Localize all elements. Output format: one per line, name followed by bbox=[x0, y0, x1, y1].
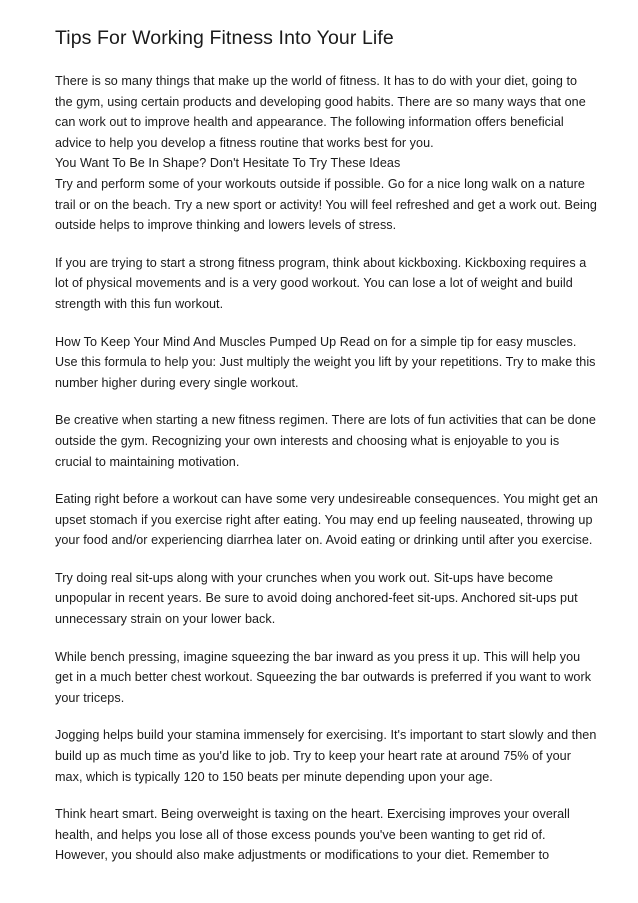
paragraph-jogging: Jogging helps build your stamina immensely for exercising. It's important to start slowly and then build up as much time as you'd like to job. Try to keep your heart rate at around 75% of your max, which is typically 120 to 150 beats per minute depending upon your age. bbox=[55, 728, 597, 784]
paragraph-heart-smart: Think heart smart. Being overweight is taxing on the heart. Exercising improves your overall health, and helps you lose all of those excess pounds you've been wanting to get rid of. However, you should also make adjustments or modifications to your diet. Remember to bbox=[55, 807, 570, 863]
document-title: Tips For Working Fitness Into Your Life bbox=[55, 27, 394, 49]
paragraph-sit-ups: Try doing real sit-ups along with your crunches when you work out. Sit-ups have become unpopular in recent years. Be sure to avoid doing anchored-feet sit-ups. Anchored sit-ups put unnecessary strain on your lower back. bbox=[55, 570, 578, 627]
section-subheading: You Want To Be In Shape? Don't Hesitate To Try These Ideas bbox=[55, 156, 401, 171]
paragraph-eating: Eating right before a workout can have some very undesireable consequences. You might get an upset stomach if you exercise right after eating. You may end up feeling nauseated, throwing up your food and/or experiencing diarrhea later on. Avoid eating or drinking until after you exercise. bbox=[55, 492, 598, 548]
paragraph-creative-regimen: Be creative when starting a new fitness regimen. There are lots of fun activities that can be done outside the gym. Recognizing your own interests and choosing what is enjoyable to you is crucial to maintaining motivation. bbox=[55, 413, 596, 469]
paragraph-muscles: How To Keep Your Mind And Muscles Pumped Up Read on for a simple tip for easy muscles. Use this formula to help you: Just multiply the weight you lift by your repetitions. Try to make this number higher during every single workout. bbox=[55, 334, 596, 390]
intro-paragraph: There is so many things that make up the world of fitness. It has to do with your diet, going to the gym, using certain products and developing good habits. There are so many ways that one can work out to improve health and appearance. The following information offers beneficial advice to help you develop a fitness routine that works best for you. bbox=[55, 74, 586, 150]
paragraph-outdoor-workouts: Try and perform some of your workouts outside if possible. Go for a nice long walk on a nature trail or on the beach. Try a new sport or activity! You will feel refreshed and get a work out. Being outside helps to improve thinking and lowers levels of stress. bbox=[55, 176, 597, 233]
paragraph-kickboxing: If you are trying to start a strong fitness program, think about kickboxing. Kickboxing requires a lot of physical movements and is a very good workout. You can lose a lot of weight and build strength with this fun workout. bbox=[55, 255, 587, 311]
paragraph-bench-press: While bench pressing, imagine squeezing the bar inward as you press it up. This will help you get in a much better chest workout. Squeezing the bar outwards is preferred if you want to work your triceps. bbox=[55, 649, 592, 705]
